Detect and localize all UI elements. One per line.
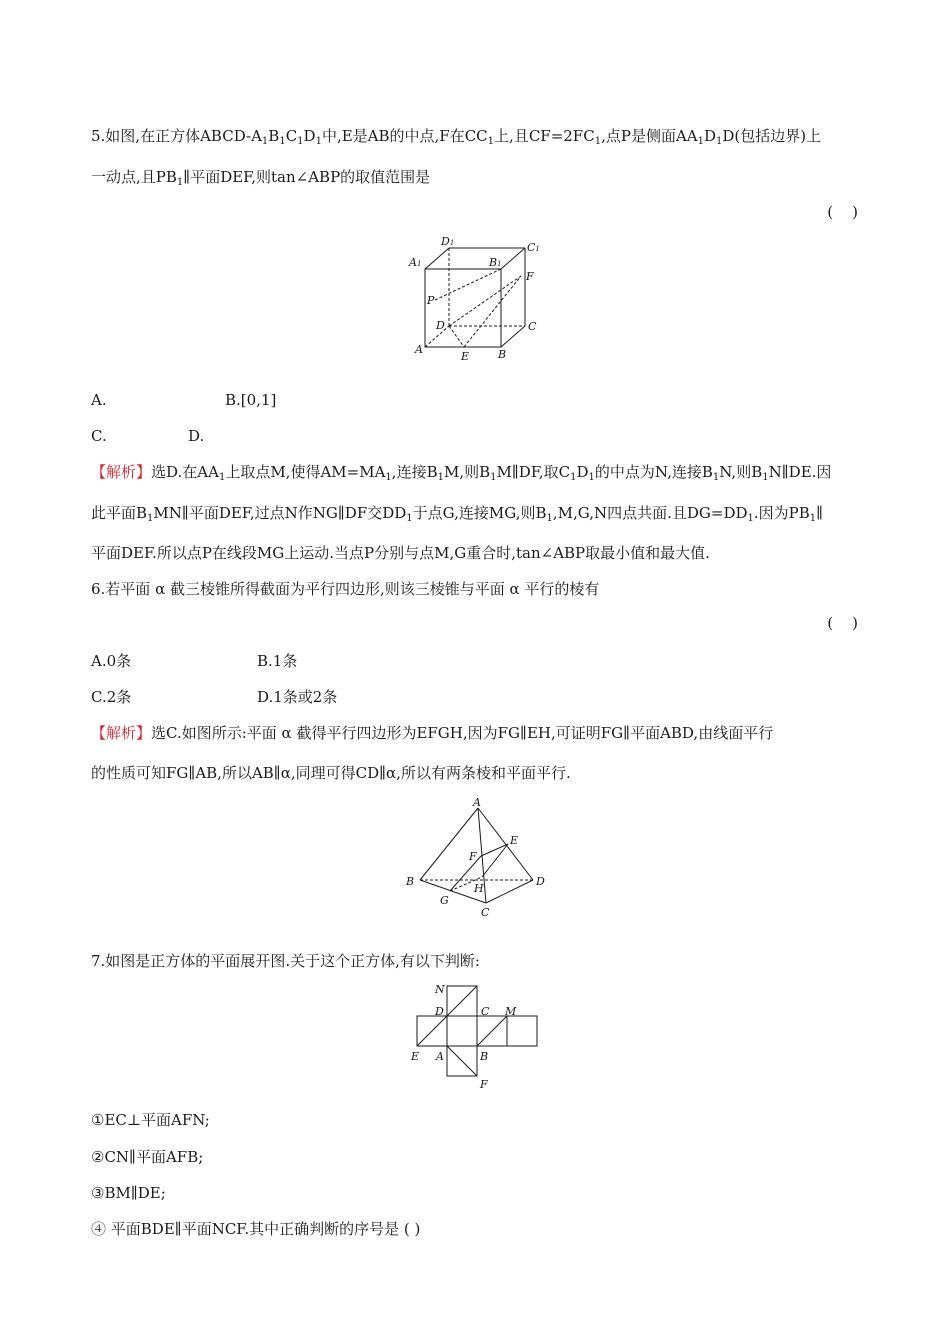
- q7-figure-label-C: C: [481, 1005, 490, 1018]
- q5-figure-label-C: C: [528, 320, 537, 333]
- q6-figure-label-E: E: [510, 834, 519, 847]
- q7-figure-label-M: M: [505, 1005, 517, 1018]
- q7-figure-label-B: B: [480, 1050, 489, 1063]
- a5-line2: 此平面$B_1MN\parallel$平面DEF,过点N作NG∥DF交$DD_1$于点G,连接MG,则$B_1,M,G,N$四点共面.且$DG=DD_1$.因为$PB_1\parallel$: [91, 504, 824, 524]
- q5-figure-label-A: A: [415, 343, 423, 356]
- q5-figure-label-P: P: [427, 294, 435, 307]
- q7-figure-label-N: N: [435, 983, 445, 996]
- q5-cube-figure: [405, 236, 550, 366]
- q6-figure-label-D: D: [536, 875, 545, 888]
- q5-figure-label-D1: D1: [441, 236, 455, 248]
- q7-judgment-3: ③BM∥DE;: [91, 1184, 166, 1202]
- q7-figure-label-F: F: [480, 1078, 488, 1091]
- q6-figure-label-B: B: [406, 875, 415, 888]
- q7-judgment-1: ①EC⊥平面AFN;: [91, 1111, 210, 1129]
- analysis-tag: 【解析】: [91, 724, 152, 742]
- q6-figure-label-F: F: [469, 850, 477, 863]
- q6-answer-paren: ( ): [827, 614, 858, 632]
- q5-figure-label-B: B: [498, 348, 507, 361]
- q5-option-a: A.: [91, 391, 107, 409]
- q5-figure-label-C1: C1: [527, 241, 540, 254]
- a5-line1: 【解析】选D.在$AA_1$上取点M,使得$AM=MA_1$,连接$B_1M$,则$B_1M\parallel DF$,取$C_1D_1$的中点为N,连接$B_1N$,则$B_1N\parallel DE$.因: [91, 463, 832, 483]
- q5-stem-line1: 5.如图,在正方体ABCD-$A_1B_1C_1D_1$中,E是AB的中点,F在$CC_1$上,且$CF=2FC_1$,点P是侧面$AA_1D_1D$(包括边界)上: [91, 127, 822, 147]
- q6-option-b: B.1条: [257, 652, 298, 670]
- analysis-tag: 【解析】: [91, 463, 152, 481]
- q5-figure-label-D: D: [436, 319, 445, 332]
- q6-figure-label-G: G: [440, 894, 449, 907]
- q5-figure-label-A1: A1: [409, 256, 422, 269]
- q7-figure-label-E: E: [411, 1050, 420, 1063]
- q6-option-c: C.2条: [91, 688, 132, 706]
- q5-stem-line2: 一动点,且$PB_1\parallel$平面DEF,则tan∠ABP的取值范围是: [91, 168, 431, 188]
- q6-figure-label-A: A: [473, 796, 481, 809]
- q6-option-a: A.0条: [91, 652, 132, 670]
- q7-judgment-2: ②CN∥平面AFB;: [91, 1148, 204, 1166]
- q6-stem: 6.若平面 α 截三棱锥所得截面为平行四边形,则该三棱锥与平面 α 平行的棱有: [91, 580, 600, 598]
- q5-figure-label-B1: B1: [489, 256, 502, 269]
- q5-figure-label-E: E: [461, 350, 470, 363]
- a6-line1: 【解析】选C.如图所示:平面 α 截得平行四边形为EFGH,因为FG∥EH,可证明FG∥平面ABD,由线面平行: [91, 724, 774, 742]
- q7-judgment-4: ④ 平面BDE∥平面NCF.其中正确判断的序号是 ( ): [91, 1220, 421, 1238]
- a5-line3: 平面DEF.所以点P在线段MG上运动.当点P分别与点M,G重合时,tan∠ABP取最小值和最大值.: [91, 544, 710, 562]
- q5-answer-paren: ( ): [827, 203, 858, 221]
- q5-option-c: C.: [91, 427, 107, 445]
- q5-option-b: B.[0,1]: [225, 391, 277, 409]
- q7-cube-net-figure: [405, 980, 545, 1095]
- a6-line2: 的性质可知FG∥AB,所以AB∥α,同理可得CD∥α,所以有两条棱和平面平行.: [91, 764, 571, 782]
- q6-figure-label-C: C: [481, 906, 490, 919]
- q6-option-d: D.1条或2条: [257, 688, 338, 706]
- q7-figure-label-D: D: [435, 1005, 444, 1018]
- q5-figure-label-F: F: [526, 270, 534, 283]
- q5-option-d: D.: [188, 427, 205, 445]
- q6-figure-label-H: H: [474, 882, 484, 895]
- q7-figure-label-A: A: [436, 1050, 444, 1063]
- q6-tetrahedron-figure: [400, 796, 555, 921]
- q7-stem: 7.如图是正方体的平面展开图.关于这个正方体,有以下判断:: [91, 952, 480, 970]
